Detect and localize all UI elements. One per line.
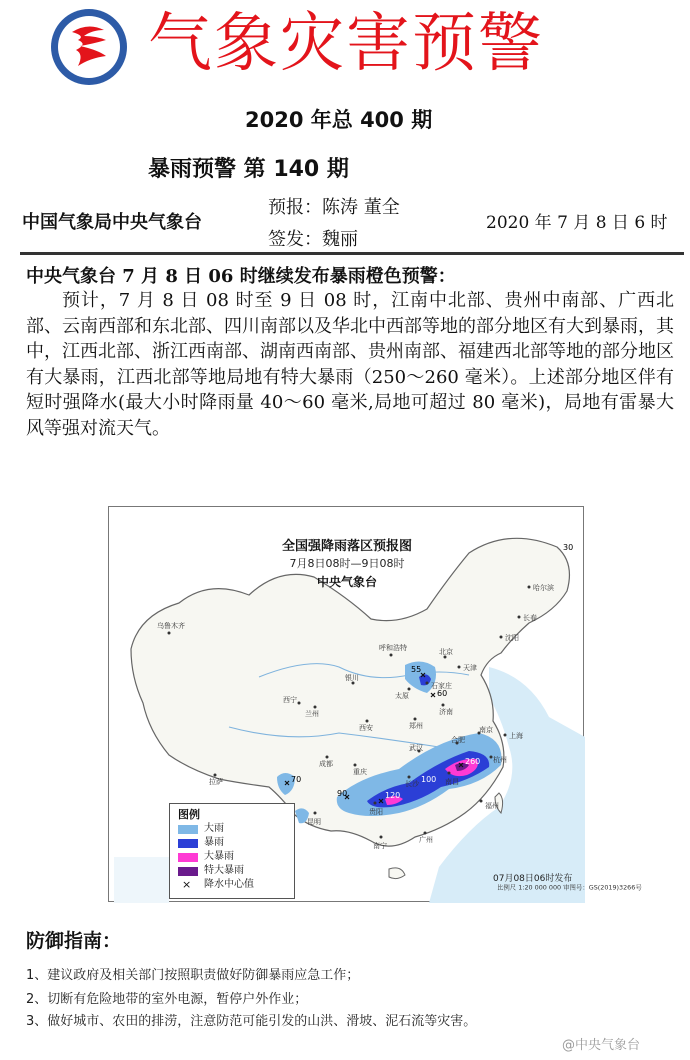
legend-item-heavy-rain <box>178 822 294 836</box>
city-label: 银川 <box>345 674 359 682</box>
rainfall-center-value: 90 <box>337 789 348 798</box>
city-label: 重庆 <box>353 768 367 776</box>
legend-swatch <box>178 867 198 876</box>
city-label: 武汉 <box>409 744 423 752</box>
city-label: 哈尔滨 <box>533 584 554 592</box>
hainan-island <box>389 868 405 879</box>
issuer-name: 签发：魏丽 <box>268 229 358 250</box>
city-label: 西安 <box>359 724 373 732</box>
legend-swatch <box>178 839 198 848</box>
annual-issue-number: 2020 年总 400 期 <box>245 108 433 132</box>
rainfall-center-value: 55 <box>411 665 422 674</box>
guide-heading: 防御指南： <box>26 930 122 952</box>
city-label: 西宁 <box>283 696 297 704</box>
warning-issue-number: 暴雨预警 第 140 期 <box>148 157 349 182</box>
issuing-organization: 中国气象局中央气象台 <box>22 212 202 233</box>
city-label: 合肥 <box>451 736 465 744</box>
city-label: 南昌 <box>445 778 459 786</box>
map-agency: 中央气象台 <box>316 575 377 589</box>
city-label: 南京 <box>479 726 493 734</box>
rainfall-forecast-map <box>108 506 642 902</box>
city-label: 长春 <box>523 614 537 622</box>
legend-item-extreme-rainstorm <box>178 864 294 878</box>
rainfall-center-value: 30 <box>563 543 574 552</box>
guide-item: 3、做好城市、农田的排涝，注意防范可能引发的山洪、滑坡、泥石流等灾害。 <box>26 1014 477 1029</box>
city-label: 南宁 <box>373 842 387 850</box>
legend-label: 特大暴雨 <box>204 865 244 876</box>
city-label: 广州 <box>419 836 433 844</box>
legend-label: 大暴雨 <box>204 851 234 862</box>
city-label: 呼和浩特 <box>379 644 407 652</box>
map-publish-note: 07月08日06时发布 <box>493 874 573 884</box>
city-label: 长沙 <box>405 780 419 788</box>
city-label: 成都 <box>319 760 333 768</box>
city-label: 杭州 <box>493 756 507 764</box>
weibo-watermark: @中央气象台 <box>562 1038 641 1053</box>
rainfall-center-value: 100 <box>421 775 437 784</box>
map-period: 7月8日08时—9日08时 <box>289 557 405 570</box>
legend-label: 大雨 <box>204 823 224 834</box>
rainfall-center-value: 60 <box>437 689 448 698</box>
city-label: 上海 <box>509 732 523 740</box>
issue-date: 2020 年 7 月 8 日 6 时 <box>486 213 668 233</box>
city-label: 拉萨 <box>209 778 223 786</box>
city-label: 太原 <box>395 692 409 700</box>
map-scale-note: 比例尺 1:20 000 000 审图号：GS(2019)3266号 <box>497 883 642 891</box>
legend-title: 图例 <box>178 808 200 821</box>
guide-item: 1、建议政府及相关部门按照职责做好防御暴雨应急工作； <box>26 968 360 983</box>
map-title: 全国强降雨落区预报图 <box>281 539 412 554</box>
rainfall-center-value: 70 <box>291 775 302 784</box>
city-label: 福州 <box>485 802 499 810</box>
city-label: 北京 <box>439 648 453 656</box>
legend-swatch <box>178 853 198 862</box>
legend-label: 暴雨 <box>204 837 224 848</box>
cma-logo-icon <box>48 6 130 88</box>
header-divider <box>20 252 684 255</box>
rainfall-center-value: 260 <box>465 757 481 766</box>
guide-item: 2、切断有危险地带的室外电源，暂停户外作业； <box>26 992 308 1007</box>
city-label: 济南 <box>439 708 453 716</box>
banner-title: 气象灾害预警 <box>148 7 544 81</box>
city-label: 贵阳 <box>369 808 383 816</box>
bulletin-headline: 中央气象台 7 月 8 日 06 时继续发布暴雨橙色预警： <box>26 266 456 287</box>
city-label: 兰州 <box>305 710 319 718</box>
legend-item-heavy-rainstorm <box>178 850 294 864</box>
city-label: 乌鲁木齐 <box>157 622 185 630</box>
map-legend <box>169 803 295 899</box>
bulletin-paragraph: 预计，7 月 8 日 08 时至 9 日 08 时，江南中北部、贵州中南部、广西北部、云南西部和东北部、四川南部以及华北中西部等地的部分地区有大到暴雨，其中，江西北部、浙江西南部、湖南西南部、贵州南部、福建西北部等地的部分地区有大暴雨，江西北部等地局地有特大暴雨（250～260 毫米）。上述部分地区伴有短时强降水(最大小时降雨量 40～60 毫米,局地可超过 80 毫米)，局地有雷暴大风等强对流天气。 <box>26 290 674 439</box>
cma-logo <box>48 6 130 88</box>
forecaster-names: 预报：陈涛 董全 <box>268 197 400 218</box>
legend-label: 降水中心值 <box>204 879 254 890</box>
city-label: 天津 <box>463 664 477 672</box>
legend-item-rainfall-center <box>178 878 294 892</box>
south-sea-inset-bg <box>114 857 169 903</box>
rainfall-center-cross-icon: × <box>182 878 192 891</box>
legend-item-rainstorm <box>178 836 294 850</box>
legend-swatch <box>178 825 198 834</box>
city-label: 昆明 <box>307 818 321 826</box>
rainfall-center-value: 120 <box>385 791 401 800</box>
city-label: 沈阳 <box>505 634 519 642</box>
city-label: 石家庄 <box>431 682 452 690</box>
city-label: 郑州 <box>409 722 423 730</box>
